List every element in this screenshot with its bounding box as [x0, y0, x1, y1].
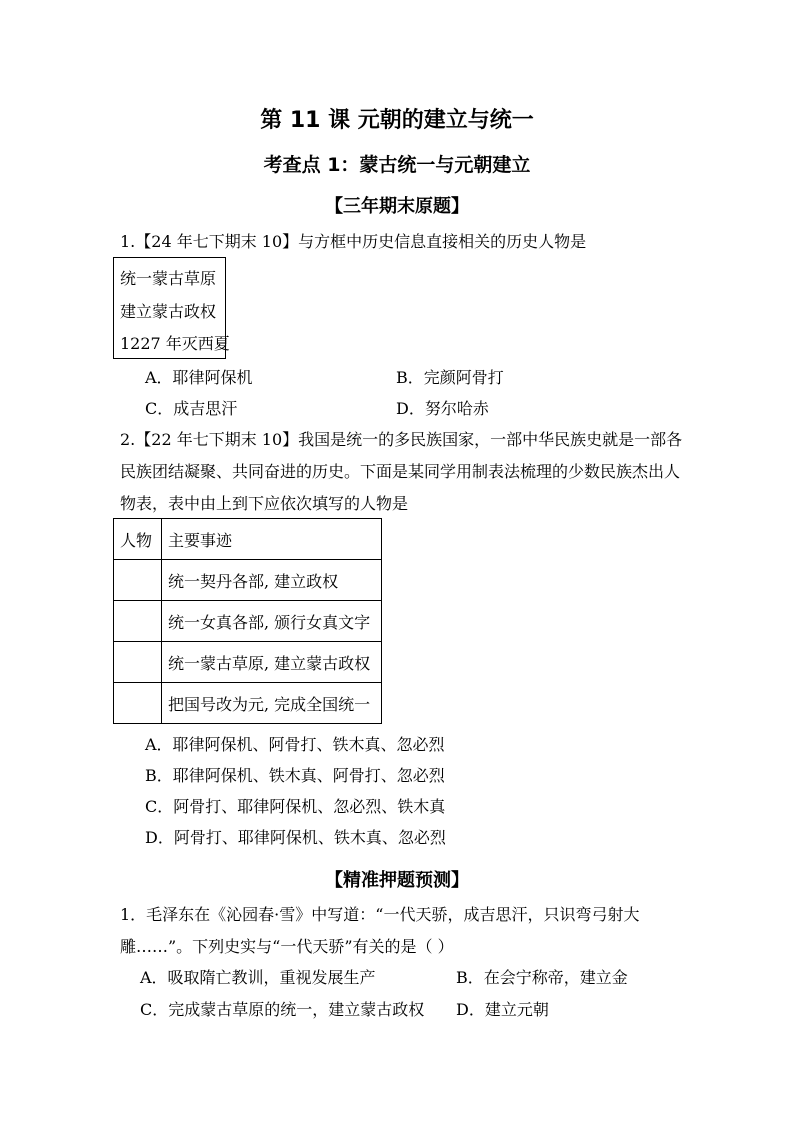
info-box-line: 统一蒙古草原 [120, 269, 217, 288]
info-box-line: 1227 年灭西夏 [120, 334, 230, 353]
section-heading-past-exams: 【三年期末原题】 [325, 196, 469, 217]
question-2-option-c: C．阿骨打、耶律阿保机、忽必烈、铁木真 [145, 797, 446, 816]
question-2-stem-line: 物表，表中由上到下应依次填写的人物是 [120, 494, 409, 513]
question-2-option-b: B．耶律阿保机、铁木真、阿骨打、忽必烈 [145, 766, 445, 785]
prediction-1-stem-line: 雕……”。下列史实与“一代天骄”有关的是（ ） [120, 937, 454, 956]
prediction-1-stem-line: 1．毛泽东在《沁园春·雪》中写道：“一代天骄，成吉思汗，只识弯弓射大 [120, 905, 640, 924]
page-subtitle: 考查点 1：蒙古统一与元朝建立 [263, 154, 531, 176]
question-1-stem: 1.【24 年七下期末 10】与方框中历史信息直接相关的历史人物是 [120, 232, 587, 251]
table-cell: 把国号改为元, 完成全国统一 [162, 683, 382, 724]
prediction-1-option-c: C．完成蒙古草原的统一，建立蒙古政权 [140, 1000, 425, 1019]
table-row [114, 642, 382, 683]
table-header-row [114, 519, 382, 560]
question-1-info-box [113, 257, 230, 359]
table-cell-blank [114, 642, 162, 683]
prediction-1-option-d: D．建立元朝 [456, 1000, 549, 1019]
table-cell-blank [114, 683, 162, 724]
table-cell-blank [114, 601, 162, 642]
question-2-stem-line: 2.【22 年七下期末 10】我国是统一的多民族国家，一部中华民族史就是一部各 [120, 430, 683, 449]
table-cell: 统一蒙古草原, 建立蒙古政权 [162, 642, 382, 683]
table-cell-blank [114, 560, 162, 601]
table-row [114, 560, 382, 601]
info-box-line: 建立蒙古政权 [120, 302, 217, 321]
table-row [114, 601, 382, 642]
question-1-option-d: D．努尔哈赤 [396, 399, 489, 418]
prediction-1-option-a: A．吸取隋亡教训，重视发展生产 [140, 968, 376, 987]
question-2-option-d: D．阿骨打、耶律阿保机、铁木真、忽必烈 [145, 828, 446, 847]
table-row [114, 683, 382, 724]
question-1-option-a: A．耶律阿保机 [145, 368, 253, 387]
table-cell: 统一契丹各部, 建立政权 [162, 560, 382, 601]
question-2-stem-line: 民族团结凝聚、共同奋进的历史。下面是某同学用制表法梳理的少数民族杰出人 [120, 462, 681, 481]
table-header-cell: 人物 [114, 519, 162, 560]
section-heading-predictions: 【精准押题预测】 [325, 870, 469, 891]
question-2-option-a: A．耶律阿保机、阿骨打、铁木真、忽必烈 [145, 735, 445, 754]
question-2-figure-table [113, 518, 382, 724]
page-title: 第 11 课 元朝的建立与统一 [260, 108, 534, 133]
table-header-cell: 主要事迹 [162, 519, 382, 560]
prediction-1-option-b: B．在会宁称帝，建立金 [456, 968, 628, 987]
question-1-option-c: C．成吉思汗 [145, 399, 238, 418]
table-cell: 统一女真各部, 颁行女真文字 [162, 601, 382, 642]
question-1-option-b: B．完颜阿骨打 [396, 368, 504, 387]
